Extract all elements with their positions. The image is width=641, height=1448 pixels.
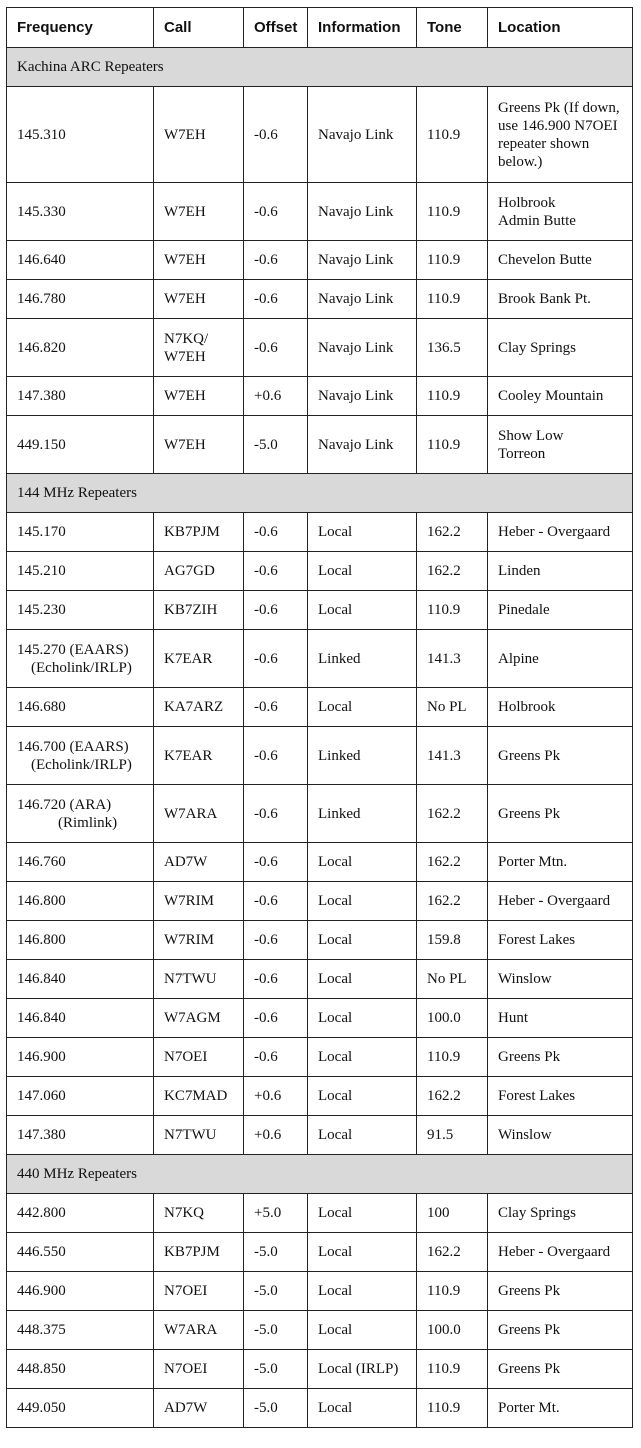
cell-information: Local xyxy=(308,843,417,882)
cell-frequency: 146.760 xyxy=(7,843,154,882)
frequency-main: 146.700 (EAARS) xyxy=(17,738,129,755)
cell-tone: 136.5 xyxy=(417,319,488,377)
cell-offset: -0.6 xyxy=(244,241,308,280)
cell-frequency xyxy=(7,727,154,785)
table-row xyxy=(7,785,633,843)
cell-call: AD7W xyxy=(154,843,244,882)
table-row xyxy=(7,1116,633,1155)
cell-location: Winslow xyxy=(488,1116,633,1155)
cell-offset: -0.6 xyxy=(244,999,308,1038)
cell-information: Navajo Link xyxy=(308,416,417,474)
cell-location: Greens Pk xyxy=(488,1038,633,1077)
cell-call: W7RIM xyxy=(154,921,244,960)
frequency-main: 145.270 (EAARS) xyxy=(17,641,129,658)
header-tone: Tone xyxy=(417,8,488,48)
cell-call: K7EAR xyxy=(154,630,244,688)
table-row xyxy=(7,1272,633,1311)
cell-call: AG7GD xyxy=(154,552,244,591)
table-row xyxy=(7,999,633,1038)
cell-frequency: 146.900 xyxy=(7,1038,154,1077)
cell-tone: 110.9 xyxy=(417,377,488,416)
cell-location: Greens Pk xyxy=(488,727,633,785)
cell-location: Heber - Overgaard xyxy=(488,1233,633,1272)
cell-call: W7EH xyxy=(154,241,244,280)
cell-information: Local xyxy=(308,1194,417,1233)
cell-frequency: 146.680 xyxy=(7,688,154,727)
cell-frequency: 449.050 xyxy=(7,1389,154,1428)
table-row xyxy=(7,319,633,377)
table-row xyxy=(7,552,633,591)
cell-call: N7OEI xyxy=(154,1272,244,1311)
cell-tone: 162.2 xyxy=(417,1077,488,1116)
cell-location: Porter Mt. xyxy=(488,1389,633,1428)
cell-tone: 100.0 xyxy=(417,1311,488,1350)
cell-location: Winslow xyxy=(488,960,633,999)
cell-call: AD7W xyxy=(154,1389,244,1428)
table-row xyxy=(7,843,633,882)
cell-information: Local xyxy=(308,882,417,921)
cell-information: Navajo Link xyxy=(308,319,417,377)
cell-location: Porter Mtn. xyxy=(488,843,633,882)
cell-location: Heber - Overgaard xyxy=(488,513,633,552)
cell-location: Holbrook xyxy=(488,688,633,727)
cell-offset: -0.6 xyxy=(244,630,308,688)
cell-call: N7KQ xyxy=(154,1194,244,1233)
cell-tone: 91.5 xyxy=(417,1116,488,1155)
cell-information: Navajo Link xyxy=(308,241,417,280)
cell-offset: -0.6 xyxy=(244,960,308,999)
cell-frequency xyxy=(7,630,154,688)
cell-offset: +0.6 xyxy=(244,1116,308,1155)
cell-offset: -0.6 xyxy=(244,513,308,552)
cell-information: Local xyxy=(308,688,417,727)
cell-tone: 162.2 xyxy=(417,843,488,882)
cell-tone: 110.9 xyxy=(417,416,488,474)
cell-frequency: 145.210 xyxy=(7,552,154,591)
header-call: Call xyxy=(154,8,244,48)
cell-information: Linked xyxy=(308,785,417,843)
table-body xyxy=(7,48,633,1428)
cell-frequency: 145.230 xyxy=(7,591,154,630)
cell-call: K7EAR xyxy=(154,727,244,785)
cell-offset: -0.6 xyxy=(244,319,308,377)
cell-offset: +0.6 xyxy=(244,377,308,416)
cell-call: W7EH xyxy=(154,87,244,183)
cell-call: N7OEI xyxy=(154,1350,244,1389)
cell-offset: -5.0 xyxy=(244,1272,308,1311)
cell-call: N7OEI xyxy=(154,1038,244,1077)
table-row xyxy=(7,1311,633,1350)
cell-tone: 100 xyxy=(417,1194,488,1233)
cell-call: KB7ZIH xyxy=(154,591,244,630)
cell-location: Greens Pk xyxy=(488,1272,633,1311)
frequency-note: (Rimlink) xyxy=(58,814,118,831)
table-row xyxy=(7,1077,633,1116)
cell-frequency: 448.850 xyxy=(7,1350,154,1389)
cell-offset: -5.0 xyxy=(244,1389,308,1428)
table-row xyxy=(7,183,633,241)
section-title: 440 MHz Repeaters xyxy=(7,1155,633,1194)
cell-tone: 110.9 xyxy=(417,1350,488,1389)
cell-information: Navajo Link xyxy=(308,87,417,183)
cell-offset: -0.6 xyxy=(244,552,308,591)
table-row xyxy=(7,416,633,474)
cell-frequency: 146.820 xyxy=(7,319,154,377)
cell-tone: 110.9 xyxy=(417,87,488,183)
cell-frequency: 442.800 xyxy=(7,1194,154,1233)
cell-tone: 110.9 xyxy=(417,1272,488,1311)
table-row xyxy=(7,87,633,183)
cell-location: Brook Bank Pt. xyxy=(488,280,633,319)
cell-information: Local xyxy=(308,1272,417,1311)
cell-tone: 110.9 xyxy=(417,1389,488,1428)
cell-location: Greens Pk (If down, use 146.900 N7OEI repeater shown below.) xyxy=(488,87,633,183)
header-row xyxy=(7,8,633,48)
cell-frequency: 449.150 xyxy=(7,416,154,474)
cell-information: Local xyxy=(308,1116,417,1155)
cell-call: N7TWU xyxy=(154,960,244,999)
cell-offset: -0.6 xyxy=(244,280,308,319)
cell-frequency: 446.900 xyxy=(7,1272,154,1311)
cell-tone: 162.2 xyxy=(417,785,488,843)
cell-location: Clay Springs xyxy=(488,319,633,377)
cell-location: Show Low Torreon xyxy=(488,416,633,474)
cell-location: Forest Lakes xyxy=(488,1077,633,1116)
cell-frequency: 146.780 xyxy=(7,280,154,319)
header-offset: Offset xyxy=(244,8,308,48)
cell-frequency: 147.060 xyxy=(7,1077,154,1116)
section-title: 144 MHz Repeaters xyxy=(7,474,633,513)
cell-location: Greens Pk xyxy=(488,1350,633,1389)
section-row xyxy=(7,474,633,513)
cell-offset: -0.6 xyxy=(244,843,308,882)
header-location: Location xyxy=(488,8,633,48)
cell-offset: -0.6 xyxy=(244,183,308,241)
table-row xyxy=(7,1350,633,1389)
cell-call: W7EH xyxy=(154,183,244,241)
cell-frequency: 145.170 xyxy=(7,513,154,552)
cell-call: KC7MAD xyxy=(154,1077,244,1116)
cell-tone: 100.0 xyxy=(417,999,488,1038)
cell-information: Navajo Link xyxy=(308,377,417,416)
cell-tone: 110.9 xyxy=(417,280,488,319)
cell-call: N7KQ/ W7EH xyxy=(154,319,244,377)
table-row xyxy=(7,960,633,999)
cell-information: Local xyxy=(308,1311,417,1350)
cell-location: Heber - Overgaard xyxy=(488,882,633,921)
cell-tone: 159.8 xyxy=(417,921,488,960)
cell-tone: 110.9 xyxy=(417,183,488,241)
cell-tone: 141.3 xyxy=(417,630,488,688)
cell-frequency: 146.840 xyxy=(7,960,154,999)
cell-location: Forest Lakes xyxy=(488,921,633,960)
cell-offset: -5.0 xyxy=(244,1350,308,1389)
cell-information: Local xyxy=(308,513,417,552)
cell-frequency: 146.640 xyxy=(7,241,154,280)
cell-call: KB7PJM xyxy=(154,513,244,552)
cell-frequency: 146.800 xyxy=(7,921,154,960)
cell-information: Local xyxy=(308,960,417,999)
cell-offset: +5.0 xyxy=(244,1194,308,1233)
cell-tone: No PL xyxy=(417,688,488,727)
cell-tone: 110.9 xyxy=(417,241,488,280)
cell-frequency: 145.330 xyxy=(7,183,154,241)
table-row xyxy=(7,280,633,319)
frequency-main: 146.720 (ARA) xyxy=(17,796,112,813)
cell-call: KB7PJM xyxy=(154,1233,244,1272)
cell-offset: -0.6 xyxy=(244,882,308,921)
table-row xyxy=(7,727,633,785)
cell-offset: -5.0 xyxy=(244,1233,308,1272)
cell-location: Chevelon Butte xyxy=(488,241,633,280)
cell-frequency: 146.840 xyxy=(7,999,154,1038)
table-row xyxy=(7,1194,633,1233)
cell-information: Local xyxy=(308,1038,417,1077)
header-information: Information xyxy=(308,8,417,48)
table-row xyxy=(7,1389,633,1428)
cell-location: Hunt xyxy=(488,999,633,1038)
cell-call: W7ARA xyxy=(154,1311,244,1350)
table-row xyxy=(7,377,633,416)
cell-tone: 162.2 xyxy=(417,1233,488,1272)
table-row xyxy=(7,630,633,688)
cell-frequency xyxy=(7,785,154,843)
table-row xyxy=(7,1233,633,1272)
cell-offset: -0.6 xyxy=(244,87,308,183)
cell-location: Linden xyxy=(488,552,633,591)
cell-call: W7RIM xyxy=(154,882,244,921)
cell-tone: 110.9 xyxy=(417,1038,488,1077)
cell-location: Alpine xyxy=(488,630,633,688)
cell-call: W7EH xyxy=(154,377,244,416)
cell-call: N7TWU xyxy=(154,1116,244,1155)
cell-location: Greens Pk xyxy=(488,1311,633,1350)
cell-information: Navajo Link xyxy=(308,280,417,319)
cell-offset: -0.6 xyxy=(244,921,308,960)
cell-frequency: 147.380 xyxy=(7,377,154,416)
header-frequency: Frequency xyxy=(7,8,154,48)
cell-information: Local (IRLP) xyxy=(308,1350,417,1389)
table-row xyxy=(7,241,633,280)
section-row xyxy=(7,48,633,87)
cell-information: Local xyxy=(308,552,417,591)
cell-information: Local xyxy=(308,1233,417,1272)
cell-information: Local xyxy=(308,1389,417,1428)
table-row xyxy=(7,882,633,921)
cell-offset: -0.6 xyxy=(244,1038,308,1077)
cell-location: Holbrook Admin Butte xyxy=(488,183,633,241)
table-row xyxy=(7,1038,633,1077)
cell-location: Clay Springs xyxy=(488,1194,633,1233)
cell-offset: -5.0 xyxy=(244,416,308,474)
cell-tone: 141.3 xyxy=(417,727,488,785)
cell-frequency: 146.800 xyxy=(7,882,154,921)
cell-information: Local xyxy=(308,591,417,630)
cell-location: Greens Pk xyxy=(488,785,633,843)
cell-frequency: 448.375 xyxy=(7,1311,154,1350)
table-row xyxy=(7,921,633,960)
cell-offset: -0.6 xyxy=(244,785,308,843)
cell-offset: -0.6 xyxy=(244,688,308,727)
cell-frequency: 147.380 xyxy=(7,1116,154,1155)
cell-location: Pinedale xyxy=(488,591,633,630)
cell-tone: 162.2 xyxy=(417,882,488,921)
section-row xyxy=(7,1155,633,1194)
cell-location: Cooley Mountain xyxy=(488,377,633,416)
frequency-note: (Echolink/IRLP) xyxy=(31,659,132,676)
cell-offset: +0.6 xyxy=(244,1077,308,1116)
cell-offset: -0.6 xyxy=(244,727,308,785)
table-row xyxy=(7,591,633,630)
section-title: Kachina ARC Repeaters xyxy=(7,48,633,87)
cell-information: Local xyxy=(308,999,417,1038)
cell-frequency: 446.550 xyxy=(7,1233,154,1272)
cell-offset: -5.0 xyxy=(244,1311,308,1350)
cell-tone: 162.2 xyxy=(417,552,488,591)
cell-tone: 110.9 xyxy=(417,591,488,630)
cell-information: Local xyxy=(308,1077,417,1116)
cell-information: Linked xyxy=(308,630,417,688)
frequency-note: (Echolink/IRLP) xyxy=(31,756,132,773)
cell-call: W7EH xyxy=(154,280,244,319)
cell-call: W7AGM xyxy=(154,999,244,1038)
cell-tone: No PL xyxy=(417,960,488,999)
cell-call: KA7ARZ xyxy=(154,688,244,727)
cell-frequency: 145.310 xyxy=(7,87,154,183)
table-row xyxy=(7,688,633,727)
cell-information: Local xyxy=(308,921,417,960)
table-row xyxy=(7,513,633,552)
cell-call: W7EH xyxy=(154,416,244,474)
cell-information: Linked xyxy=(308,727,417,785)
cell-tone: 162.2 xyxy=(417,513,488,552)
cell-information: Navajo Link xyxy=(308,183,417,241)
repeater-table xyxy=(6,7,633,1428)
cell-offset: -0.6 xyxy=(244,591,308,630)
cell-call: W7ARA xyxy=(154,785,244,843)
